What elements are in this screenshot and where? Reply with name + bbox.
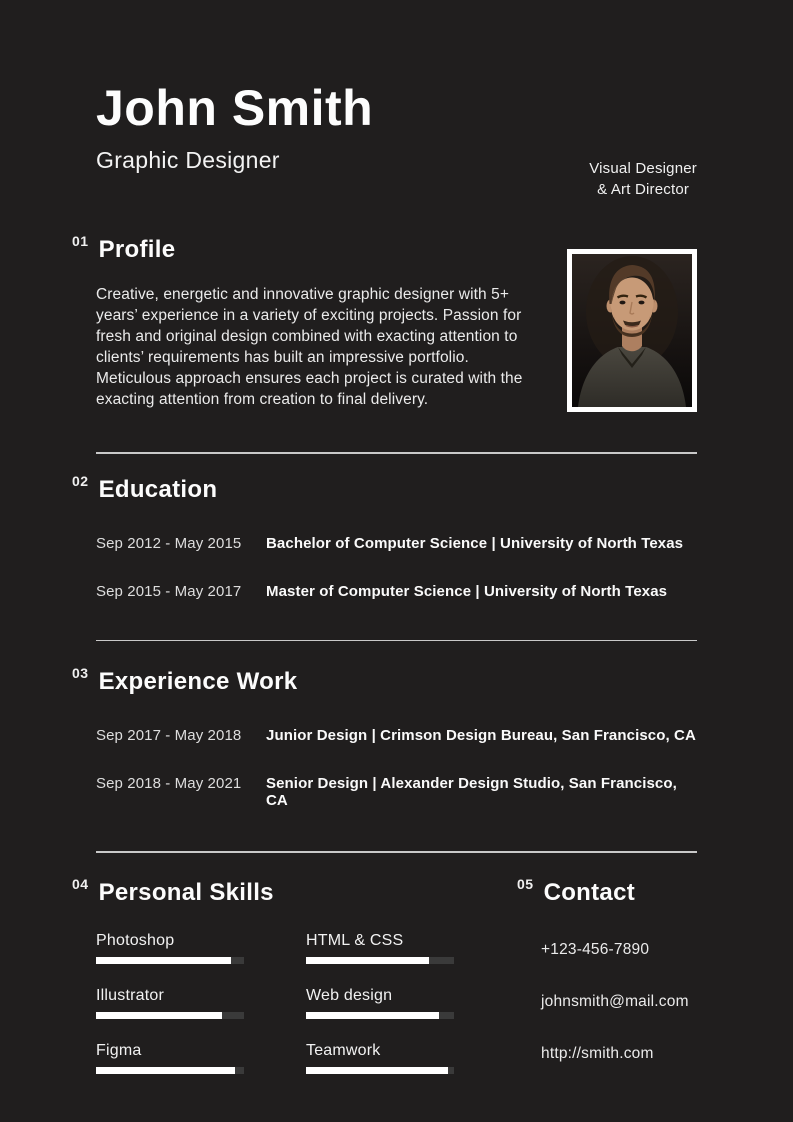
tagline-line-2: & Art Director [597, 181, 690, 198]
experience-section-title: Experience Work [98, 668, 298, 696]
education-item [96, 535, 697, 552]
divider-experience [96, 851, 697, 853]
skill-item [306, 1042, 454, 1074]
skill-item [306, 932, 454, 964]
experience-item [96, 727, 697, 744]
experience-heading [72, 665, 697, 696]
section-education [72, 472, 697, 600]
education-description: Bachelor of Computer Science | University of North Texas [266, 534, 684, 552]
skills-section-title: Personal Skills [98, 878, 274, 906]
contact-email: johnsmith@mail.com [541, 992, 689, 1010]
contact-section-number: 05 [517, 875, 534, 892]
education-section-number: 02 [72, 472, 89, 489]
skill-item [96, 987, 244, 1019]
contact-heading [517, 875, 697, 907]
skill-bar-fill [96, 957, 231, 964]
skill-bar-fill [306, 957, 429, 964]
skill-bar [96, 957, 244, 964]
skill-bar [306, 1012, 454, 1019]
portrait-illustration [572, 254, 692, 407]
skill-label: Teamwork [306, 1041, 381, 1059]
skill-label: Web design [306, 986, 393, 1004]
contact-phone: +123-456-7890 [541, 940, 650, 958]
profile-section-number: 01 [72, 233, 89, 249]
bottom-section [72, 875, 697, 1074]
experience-description: Junior Design | Crimson Design Bureau, San Francisco, CA [266, 727, 696, 745]
tagline-line-1: Visual Designer [589, 160, 697, 177]
section-contact [517, 875, 697, 1074]
job-title: Graphic Designer [96, 147, 280, 173]
skill-label: HTML & CSS [306, 931, 404, 949]
header [96, 0, 697, 198]
education-description: Master of Computer Science | University of North Texas [266, 582, 668, 600]
education-heading [72, 472, 697, 504]
skill-label: Photoshop [96, 931, 175, 949]
education-dates: Sep 2012 - May 2015 [96, 534, 242, 552]
contact-section-title: Contact [543, 878, 636, 906]
portrait-photo [567, 249, 697, 412]
experience-section-number: 03 [72, 665, 89, 682]
skills-section-number: 04 [72, 875, 89, 892]
profile-section-title: Profile [98, 236, 176, 263]
section-experience [72, 665, 697, 810]
divider-education [96, 640, 697, 642]
experience-dates: Sep 2018 - May 2021 [96, 775, 242, 793]
skills-grid [96, 909, 454, 1074]
skill-item [306, 987, 454, 1019]
skill-bar [96, 1067, 244, 1074]
skill-bar-fill [306, 1012, 439, 1019]
section-skills [72, 875, 454, 1074]
skills-heading [72, 875, 454, 907]
experience-dates: Sep 2017 - May 2018 [96, 727, 242, 745]
skill-bar-fill [96, 1067, 235, 1074]
skill-label: Illustrator [96, 986, 164, 1004]
education-section-title: Education [98, 475, 218, 503]
person-name: John Smith [96, 80, 374, 136]
education-dates: Sep 2015 - May 2017 [96, 582, 242, 600]
skill-bar [306, 1067, 454, 1074]
skill-bar [306, 957, 454, 964]
skill-item [96, 932, 244, 964]
skill-bar [96, 1012, 244, 1019]
experience-description: Senior Design | Alexander Design Studio, San Francisco, CA [266, 775, 677, 810]
section-profile [72, 233, 697, 410]
experience-item [96, 775, 697, 809]
skill-label: Figma [96, 1041, 142, 1059]
contact-website: http://smith.com [541, 1044, 654, 1062]
profile-text: Creative, energetic and innovative graphic designer with 5+ years’ experience in a variety of exciting projects. Passion for fresh and original design combined with exacting attention to clients’ requirements has built an impressive portfolio. Meticulous approach ensures each project is curated with the exacting attention from creation to final delivery. [96, 286, 523, 408]
header-left [96, 80, 373, 174]
education-item [96, 583, 697, 600]
skill-bar-fill [96, 1012, 222, 1019]
tagline [589, 158, 697, 200]
skill-item [96, 1042, 244, 1074]
skill-bar-fill [306, 1067, 448, 1074]
divider-profile [96, 452, 697, 454]
